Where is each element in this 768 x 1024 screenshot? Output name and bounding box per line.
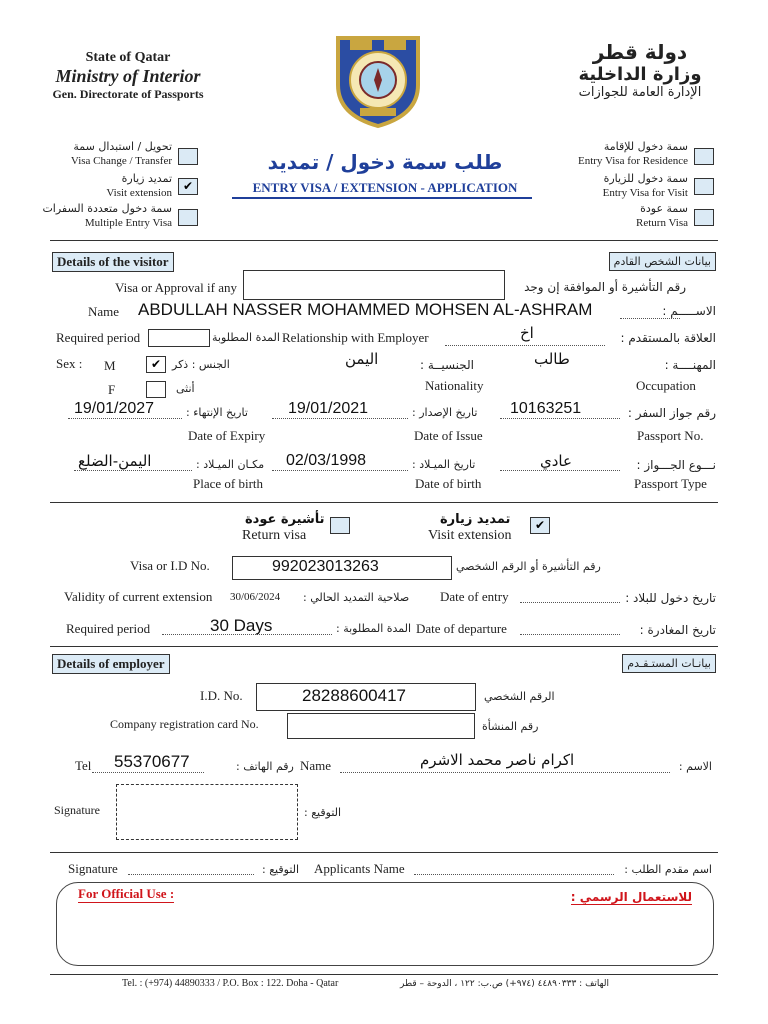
visa-id-label-ar: رقم التأشيرة أو الرقم الشخصي xyxy=(456,560,601,573)
pob-label-ar: مكـان الميـلاد : xyxy=(196,458,265,471)
dob-label: Date of birth xyxy=(415,476,482,491)
section-employer-ar: بيانـات المستـقـدم xyxy=(622,654,716,673)
opt-visit-ext-en: Visit extension xyxy=(106,187,172,199)
employer-id-label: I.D. No. xyxy=(200,688,243,703)
employer-name-value[interactable]: اكرام ناصر محمد الاشرم xyxy=(420,751,575,769)
section-visitor-en: Details of the visitor xyxy=(52,252,174,272)
departure-label: Date of departure xyxy=(416,621,507,636)
return-visa-label: Return visa xyxy=(242,528,307,543)
divider-top xyxy=(50,240,718,241)
company-label-ar: رقم المنشأة xyxy=(482,720,539,733)
male-label: M xyxy=(104,358,116,373)
issue-label-ar: تاريخ الإصدار : xyxy=(412,406,478,419)
checkbox-return-visa[interactable] xyxy=(694,209,714,226)
visa-id-label: Visa or I.D No. xyxy=(130,558,210,573)
dob-value[interactable]: 02/03/1998 xyxy=(286,452,367,469)
checkbox-entry-residence[interactable] xyxy=(694,148,714,165)
employer-name-label: Name xyxy=(300,758,332,773)
employer-id-label-ar: الرقم الشخصي xyxy=(484,690,555,703)
visit-ext-label-ar: تمديد زيارة xyxy=(440,512,511,527)
employer-signature-label-ar: التوقيع : xyxy=(304,806,342,819)
visa-approval-label: Visa or Approval if any xyxy=(115,280,237,295)
dob-dots xyxy=(272,470,408,471)
passport-no-label: Passport No. xyxy=(637,428,704,443)
validity-label-ar: صلاحية التمديد الحالي : xyxy=(303,591,410,604)
dob-label-ar: تاريخ الميـلاد : xyxy=(412,458,476,471)
visa-id-value[interactable]: 992023013263 xyxy=(272,558,379,575)
passport-no-dots xyxy=(500,418,620,419)
required-period-label: Required period xyxy=(56,330,141,345)
checkbox-ext-return[interactable] xyxy=(330,517,350,534)
employer-signature-box[interactable] xyxy=(116,784,298,840)
applicant-name-label-ar: اسم مقدم الطلب : xyxy=(624,863,712,876)
issue-value[interactable]: 19/01/2021 xyxy=(288,400,369,417)
nationality-label-ar: الجنسيــة : xyxy=(420,358,475,372)
opt-return-en: Return Visa xyxy=(636,217,688,229)
divider-extension xyxy=(50,646,718,647)
occupation-label: Occupation xyxy=(636,378,696,393)
opt-residence-ar: سمة دخول للإقامة xyxy=(603,140,688,153)
expiry-value[interactable]: 19/01/2027 xyxy=(74,400,155,417)
passport-type-dots xyxy=(500,470,620,471)
pob-dots xyxy=(74,470,192,471)
relationship-label: Relationship with Employer xyxy=(282,330,429,345)
validity-label: Validity of current extension xyxy=(64,589,213,604)
passport-no-value[interactable]: 10163251 xyxy=(510,400,582,417)
pob-value[interactable]: اليمن-الضلع xyxy=(78,452,152,470)
entry-label: Date of entry xyxy=(440,589,509,604)
female-label: F xyxy=(108,382,116,397)
checkbox-visa-transfer[interactable] xyxy=(178,148,198,165)
req-period-label-ar: المدة المطلوبة : xyxy=(336,622,412,635)
issue-label: Date of Issue xyxy=(414,428,483,443)
visa-approval-label-ar: رقم التأشيرة أو الموافقة إن وجد xyxy=(524,280,686,294)
employer-id-value[interactable]: 28288600417 xyxy=(302,686,407,705)
name-dots xyxy=(620,318,680,319)
divider-footer xyxy=(50,974,718,975)
applicant-signature-label: Signature xyxy=(68,861,118,876)
name-label: Name xyxy=(88,304,120,319)
divider-employer xyxy=(50,852,718,853)
req-period-label: Required period xyxy=(66,621,151,636)
tel-dots xyxy=(92,772,204,773)
expiry-label-ar: تاريخ الإنتهاء : xyxy=(186,406,248,419)
occupation-label-ar: المهنــــة : xyxy=(664,358,716,372)
expiry-dots xyxy=(68,418,182,419)
header-ar xyxy=(560,40,720,100)
sex-label: Sex : xyxy=(56,356,83,371)
relationship-label-ar: العلاقة بالمستقدم : xyxy=(620,331,716,345)
official-use-label-en: For Official Use : xyxy=(78,886,175,901)
required-period-label-ar: المدة المطلوبة xyxy=(212,331,280,344)
opt-transfer-en: Visa Change / Transfer xyxy=(70,155,172,167)
employer-signature-label: Signature xyxy=(54,803,100,817)
visa-approval-field[interactable] xyxy=(243,270,505,300)
passport-type-value[interactable]: عادي xyxy=(540,452,572,470)
opt-transfer-ar: تحويل / استبدال سمة xyxy=(73,140,172,153)
footer-contact-en: Tel. : (+974) 44890333 / P.O. Box : 122. Doha - Qatar xyxy=(122,978,339,989)
female-label-ar: أنثى xyxy=(176,382,195,395)
departure-label-ar: تاريخ المغادرة : xyxy=(639,623,716,637)
divider-visitor xyxy=(50,502,718,503)
header-directorate: Gen. Directorate of Passports xyxy=(52,87,204,101)
applicant-signature-dots xyxy=(128,874,254,875)
return-visa-label-ar: تأشيرة عودة xyxy=(245,512,325,527)
employer-name-dots xyxy=(340,772,670,773)
opt-visit-ext-ar: تمديد زيارة xyxy=(121,172,172,185)
checkbox-female[interactable] xyxy=(146,381,166,398)
header-ar-ministry: وزارة الداخلية xyxy=(578,64,702,85)
validity-value[interactable]: 30/06/2024 xyxy=(230,591,281,603)
occupation-value[interactable]: طالب xyxy=(534,350,570,368)
checkbox-entry-visit[interactable] xyxy=(694,178,714,195)
passport-type-label: Passport Type xyxy=(634,476,707,491)
tel-label: Tel xyxy=(75,758,92,773)
company-field[interactable] xyxy=(287,713,475,739)
header-ar-state: دولة قطر xyxy=(592,40,688,64)
opt-multiple-ar: سمة دخول متعددة السفرات xyxy=(42,202,172,215)
pob-label: Place of birth xyxy=(193,476,264,491)
nationality-value[interactable]: اليمن xyxy=(345,350,379,368)
tel-label-ar: رقم الهاتف : xyxy=(236,760,294,773)
opt-residence-en: Entry Visa for Residence xyxy=(577,155,688,167)
req-period-value[interactable]: 30 Days xyxy=(210,616,273,635)
departure-dots xyxy=(520,634,620,635)
company-label: Company registration card No. xyxy=(110,717,259,731)
header-en xyxy=(48,50,208,102)
name-label-ar: الاســـــم : xyxy=(662,304,716,318)
entry-label-ar: تاريخ دخول للبلاد : xyxy=(625,591,716,605)
official-use-label-ar: للاستعمال الرسمي : xyxy=(570,890,692,904)
issue-dots xyxy=(272,418,408,419)
ministry-emblem xyxy=(330,30,426,130)
opt-visit-ar: سمة دخول للزيارة xyxy=(603,172,688,185)
passport-type-label-ar: نـــوع الجـــواز : xyxy=(636,458,716,472)
applicant-name-label: Applicants Name xyxy=(314,861,405,876)
footer-contact-ar: الهاتف : ٤٤٨٩٠٣٣٣ (٩٧٤+) ص.ب: ١٢٢ ، الدوحة – قطر xyxy=(400,979,610,989)
applicant-signature-label-ar: التوقيع : xyxy=(262,863,300,876)
relationship-value[interactable]: اخ xyxy=(520,324,534,342)
entry-dots xyxy=(520,602,620,603)
form-title-ar: طلب سمة دخول / تمديد xyxy=(267,150,503,174)
checkbox-multiple-entry[interactable] xyxy=(178,209,198,226)
form-title-en: ENTRY VISA / EXTENSION - APPLICATION xyxy=(252,180,518,195)
opt-return-ar: سمة عودة xyxy=(640,202,688,215)
relationship-dots xyxy=(445,345,605,346)
header-ministry: Ministry of Interior xyxy=(55,66,201,86)
checkbox-visit-extension[interactable]: ✔ xyxy=(178,178,198,195)
tel-value[interactable]: 55370677 xyxy=(114,752,190,771)
visitor-name[interactable]: ABDULLAH NASSER MOHAMMED MOHSEN AL-ASHRAM xyxy=(138,300,593,319)
employer-name-label-ar: الاسم : xyxy=(678,760,712,773)
opt-visit-en: Entry Visa for Visit xyxy=(602,187,688,199)
section-visitor-ar: بيانات الشخص القادم xyxy=(609,252,716,271)
opt-multiple-en: Multiple Entry Visa xyxy=(84,217,172,229)
header-ar-directorate: الإدارة العامة للجوازات xyxy=(578,85,702,100)
passport-no-label-ar: رقم جواز السفر : xyxy=(627,406,716,420)
expiry-label: Date of Expiry xyxy=(188,428,266,443)
required-period-field[interactable] xyxy=(148,329,210,347)
visit-ext-label: Visit extension xyxy=(428,528,512,543)
checkbox-ext-visit[interactable]: ✔ xyxy=(530,517,550,534)
applicant-name-dots xyxy=(414,874,614,875)
male-label-ar: الجنس : ذكر xyxy=(172,358,230,371)
checkbox-male[interactable]: ✔ xyxy=(146,356,166,373)
nationality-label: Nationality xyxy=(425,378,484,393)
section-employer-en: Details of employer xyxy=(52,654,170,674)
header-state: State of Qatar xyxy=(85,50,171,65)
title-underline xyxy=(232,197,532,199)
